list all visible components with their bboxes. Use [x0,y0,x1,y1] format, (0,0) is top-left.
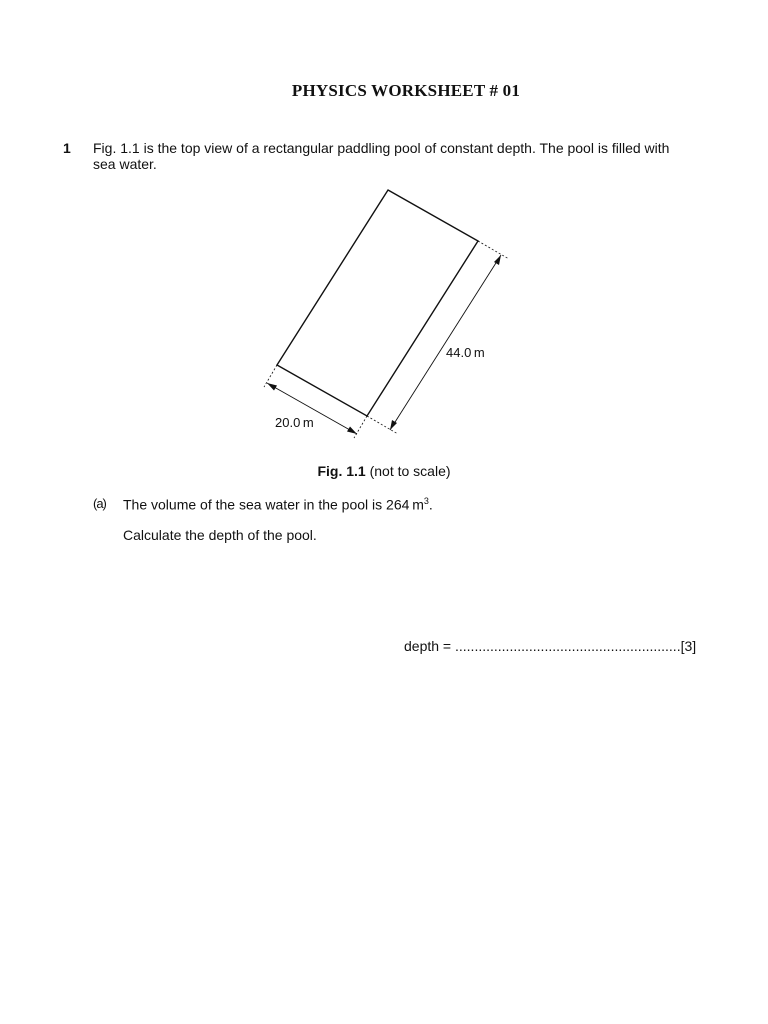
arrowhead [494,255,501,265]
part-a-label: (a) [93,496,106,511]
part-a-statement-text: The volume of the sea water in the pool is 264 m [123,496,424,513]
extension-line [354,416,367,438]
part-a-instruction: Calculate the depth of the pool. [123,527,317,543]
extension-line [367,416,398,434]
width-label: 20.0 m [275,415,314,430]
extension-line [264,365,277,387]
arrowhead [267,383,277,391]
part-a-statement-end: . [428,496,433,513]
arrowhead [347,427,357,435]
figure-caption-note: (not to scale) [369,463,451,479]
part-a-statement-superscript: 3 [423,496,429,506]
worksheet-title: PHYSICS WORKSHEET # 01 [291,81,521,100]
question-text: Fig. 1.1 is the top view of a rectangular paddling pool of constant depth. The pool is filled with sea water. [93,140,670,172]
length-dimension-line [390,255,501,430]
figure-caption-number: Fig. 1.1 [317,463,366,479]
question-number: 1 [63,140,71,156]
depth-answer-line[interactable]: depth = ..........................................................[3] [404,638,697,654]
length-label: 44.0 m [446,345,485,360]
pool-outline [277,190,478,416]
width-dimension-line [267,383,357,434]
arrowhead [390,420,397,430]
extension-line [478,241,509,259]
part-a-statement [123,496,433,513]
figure-caption [0,463,768,479]
